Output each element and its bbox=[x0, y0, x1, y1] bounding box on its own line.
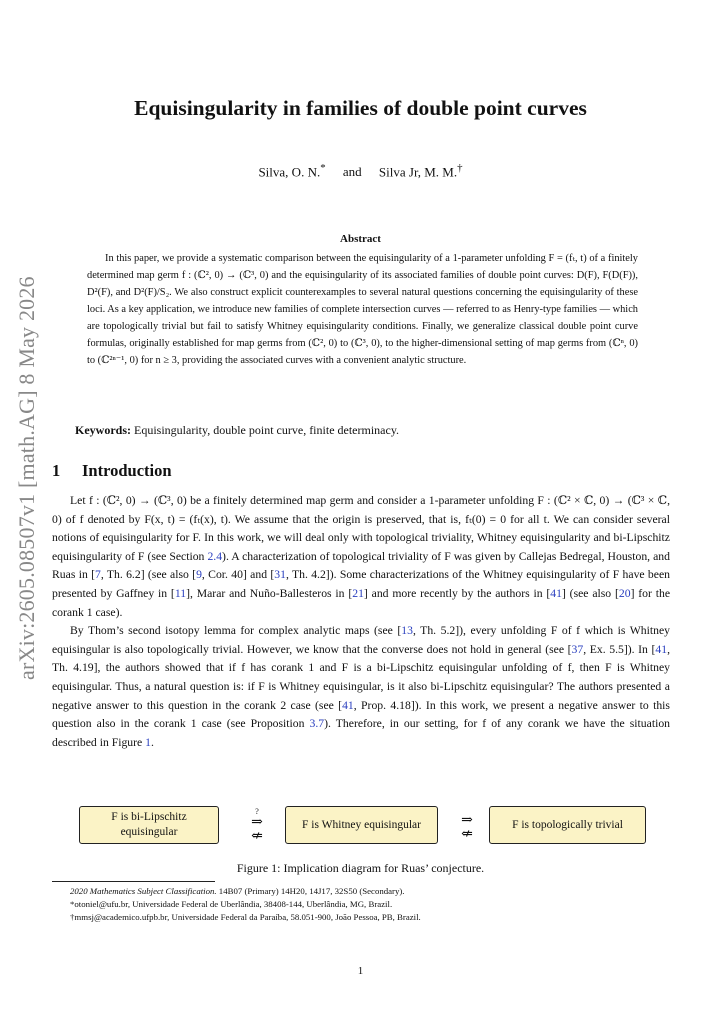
text-run: , Cor. 40] and [ bbox=[201, 568, 275, 582]
authors-line bbox=[0, 162, 721, 180]
text-run: ] for the corank 1 case). bbox=[52, 586, 671, 619]
box-topological: F is topologically trivial bbox=[489, 806, 646, 844]
abstract-heading: Abstract bbox=[340, 233, 381, 245]
footnotes bbox=[52, 885, 670, 924]
text-run: By Thom’s second isotopy lemma for complex analytic maps (see [ bbox=[70, 624, 402, 638]
abstract-body bbox=[87, 250, 638, 369]
citation-link[interactable]: 41 bbox=[550, 586, 562, 600]
section-title: Introduction bbox=[82, 461, 172, 480]
not-implied-arrow-icon: ⇍ bbox=[251, 829, 263, 844]
text-run: , Prop. 4.18]). In this work, we present a negative answer to this question also in the corank 1 case (see Proposition bbox=[52, 698, 670, 731]
keywords bbox=[75, 423, 665, 438]
abstract-text: In this paper, we provide a systematic comparison between the equisingularity of a 1-parameter unfolding F = (fₜ, t) of a finitely determined map germ f : (ℂ², 0) → (ℂ³, 0) and the equisingularity of its associated families of double point curves: D(F), F(D(F)), D²(F), and D²(F)/S₂. We also construct explicit counterexamples to several natural questions concerning the equisingularity of these loci. As a key application, we introduce new families of complete intersection curves — referred to as Henry-type families — which are topologically trivial but fail to satisfy Whitney equisingularity conditions. Finally, we generalize classical double point curve formulas, originally established for map germs from (ℂ², 0) to (ℂ³, 0), to the higher-dimensional setting of map germs from (ℂⁿ, 0) to (ℂ²ⁿ⁻¹, 0) for n ≥ 3, providing the associated curves with a convenient analytic structure. bbox=[87, 253, 638, 366]
intro-paragraph-1 bbox=[52, 492, 670, 622]
text-run: , Th. 6.2] (see also [ bbox=[100, 568, 197, 582]
text-run: . bbox=[151, 735, 154, 749]
paper-title: Equisingularity in families of double point curves bbox=[134, 96, 587, 120]
footnote-author-1: *otoniel@ufu.br, Universidade Federal de Uberlândia, 38408-144, Uberlândia, MG, Brazil. bbox=[70, 899, 393, 909]
citation-link[interactable]: 9 bbox=[196, 568, 202, 582]
not-implied-arrow-icon: ⇍ bbox=[461, 827, 473, 842]
author-1: Silva, O. N. bbox=[258, 164, 321, 180]
implication-diagram bbox=[52, 806, 670, 848]
msc-label: 2020 Mathematics Subject Classification. bbox=[70, 886, 217, 896]
section-link[interactable]: 2.4 bbox=[207, 549, 223, 563]
text-run: , Th. 4.19], the authors showed that if f has corank 1 and F is a bi-Lipschitz equisingular unfolding of f, then F is Whitney equisingular. Thus, a natural question is: if F is Whitney equisingular, is it also bi-Lipschitz equisingular? The authors presented a negative answer to this question in the corank 2 case (see [ bbox=[52, 642, 670, 712]
citation-link[interactable]: 31 bbox=[274, 568, 286, 582]
author-1-mark: * bbox=[320, 162, 326, 174]
author-2-mark: † bbox=[457, 162, 463, 174]
footnote-author-2: †mmsj@academico.ufpb.br, Universidade Federal da Paraíba, 58.051-900, João Pessoa, PB, Brazil. bbox=[70, 912, 421, 922]
intro-body bbox=[52, 492, 670, 752]
citation-link[interactable]: 41 bbox=[342, 698, 354, 712]
text-run: ). Therefore, in our setting, for f of any corank we have the situation described in Figure bbox=[52, 717, 671, 749]
citation-link[interactable]: 37 bbox=[571, 642, 584, 656]
citation-link[interactable]: 11 bbox=[174, 586, 187, 600]
box-bilipschitz: F is bi-Lipschitz equisingular bbox=[79, 806, 219, 844]
text-run: ] and more recently by the authors in [ bbox=[363, 586, 551, 600]
text-run: Let f : (ℂ², 0) → (ℂ³, 0) be a finitely determined map germ and consider a 1-parameter unfolding F : (ℂ² × ℂ, 0) → (ℂ³ × ℂ, 0) of f denoted by F(x, t) = (fₜ(x), t). We assume that the origin is preserved, that is, fₜ(0) = 0 for all t. We can consider several notions of equisingularity for F. In this work, we will deal only with topological triviality, Whitney equisingularity and bi-Lipschitz equisingularity of F (see Section bbox=[52, 494, 670, 563]
citation-link[interactable]: 13 bbox=[401, 624, 413, 638]
figure-caption: Figure 1: Implication diagram for Ruas’ conjecture. bbox=[236, 861, 485, 875]
text-run: , Ex. 5.5]). In [ bbox=[583, 642, 656, 656]
implies-arrow-icon: ⇒ bbox=[461, 813, 473, 828]
figure-link[interactable]: 1 bbox=[145, 735, 151, 749]
arrow-pair-1 bbox=[242, 808, 272, 844]
footnote-rule bbox=[52, 881, 215, 882]
keywords-text: Equisingularity, double point curve, finite determinacy. bbox=[134, 423, 400, 437]
intro-paragraph-2 bbox=[52, 622, 670, 752]
section-heading bbox=[52, 461, 172, 481]
text-run: ] (see also [ bbox=[561, 586, 619, 600]
arrow-pair-2 bbox=[452, 814, 482, 842]
text-run: , Th. 5.2]), every unfolding F of f which is Whitney equisingular is also topologically trivial. However, we know that the converse does not hold in general (see [ bbox=[52, 624, 671, 656]
text-run: , Th. 4.2]). Some characterizations of the Whitney equisingularity of F have been presented by Gaffney in [ bbox=[52, 568, 670, 600]
page-number: 1 bbox=[357, 965, 364, 977]
question-mark: ? bbox=[255, 807, 259, 816]
box-whitney: F is Whitney equisingular bbox=[285, 806, 438, 844]
arxiv-identifier: arXiv:2605.08507v1 [math.AG] 8 May 2026 bbox=[14, 276, 39, 680]
citation-link[interactable]: 7 bbox=[95, 568, 101, 582]
author-2: Silva Jr, M. M. bbox=[378, 164, 458, 180]
text-run: ). A characterization of topological triviality of F was given by Callejas Bedregal, Houston, and Ruas in [ bbox=[52, 549, 670, 582]
citation-link[interactable]: 41 bbox=[655, 642, 668, 656]
citation-link[interactable]: 21 bbox=[352, 586, 364, 600]
author-conjunction: and bbox=[342, 164, 362, 180]
keywords-label: Keywords: bbox=[75, 423, 131, 437]
implies-arrow-icon: ⇒ bbox=[251, 815, 263, 830]
footnote-msc bbox=[52, 885, 670, 898]
section-number: 1 bbox=[52, 461, 61, 480]
proposition-link[interactable]: 3.7 bbox=[309, 717, 325, 731]
citation-link[interactable]: 20 bbox=[618, 586, 631, 600]
text-run: ], Marar and Nuño-Ballesteros in [ bbox=[186, 586, 353, 600]
msc-codes: 14B07 (Primary) 14H20, 14J17, 32S50 (Secondary). bbox=[216, 886, 405, 896]
